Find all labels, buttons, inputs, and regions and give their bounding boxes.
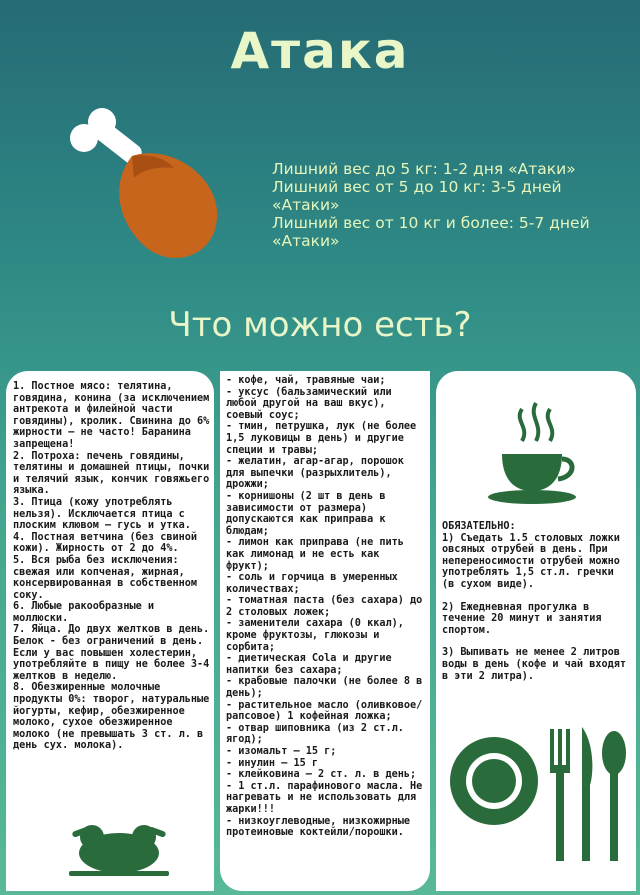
list-item: - крабовые палочки (не более 8 в день); bbox=[226, 676, 429, 700]
list-item: - отвар шиповника (из 2 ст.л. ягод); bbox=[226, 722, 411, 746]
section-subtitle: Что можно есть? bbox=[168, 305, 472, 345]
list-item: - клейковина — 2 ст. л. в день; bbox=[226, 769, 417, 781]
mandatory-panel bbox=[436, 371, 636, 891]
allowed-extras-panel bbox=[220, 371, 430, 891]
list-item: 3. Птица (кожу употреблять нельзя). Исключается птица с плоским клювом — гусь и утка. bbox=[13, 496, 191, 532]
page-title: Атака bbox=[230, 22, 410, 80]
list-item: - диетическая Cola и другие напитки без сахара; bbox=[226, 653, 398, 676]
allowed-foods-panel bbox=[6, 371, 214, 891]
list-item: - кофе, чай, травяные чаи; bbox=[226, 375, 386, 386]
weight-recommendations bbox=[272, 160, 634, 250]
list-item: 3) Выпивать не менее 2 литров воды в день (кофе и чай входят в эти 2 литра). bbox=[442, 647, 633, 682]
list-item: 1. Постное мясо: телятина, говядина, конина (за исключением антрекота и филейной части говядины), кролик. Свинина до 6% жирности — не часто! Баранина запрещена! bbox=[13, 381, 216, 450]
roast-chicken-icon bbox=[64, 815, 174, 877]
list-item: 1) Съедать 1.5 столовых ложки овсяных отрубей в день. При непереносимости отрубей можно употреблять 1,5 ст.л. гречки (в сухом виде). bbox=[442, 532, 627, 590]
list-item: 7. Яйца. До двух желтков в день. Белок - без ограничений в день. Если у вас повышен холестерин, употребляйте в пищу не более 3-4 желтков в неделю. bbox=[13, 624, 216, 682]
weight-line: Лишний вес до 5 кг: 1-2 дня «Атаки» bbox=[272, 160, 576, 178]
list-item: - изомальт — 15 г; bbox=[226, 746, 337, 757]
list-item: - томатная паста (без сахара) до 2 столовых ложек; bbox=[226, 595, 429, 618]
chicken-drumstick-icon bbox=[62, 108, 232, 268]
list-item: 2. Потроха: печень говядины, телятины и домашней птицы, почки и телячий язык, кончик говяжьего языка. bbox=[13, 450, 216, 497]
list-item: 4. Постная ветчина (без свиной кожи). Жирность от 2 до 4%. bbox=[13, 531, 204, 555]
list-item: 2) Ежедневная прогулка в течение 20 минут и занятия спортом. bbox=[442, 601, 608, 636]
list-item: - тмин, петрушка, лук (не более 1,5 луковицы в день) и другие специи и травы; bbox=[226, 421, 423, 456]
list-item: - желатин, агар-агар, порошок для выпечки (разрыхлитель), дрожжи; bbox=[226, 456, 411, 491]
weight-line: Лишний вес от 10 кг и более: 5-7 дней «Атаки» bbox=[272, 214, 590, 250]
plate-fork-knife-spoon-icon bbox=[444, 723, 634, 863]
list-item: - 1 ст.л. парафинового масла. Не нагревать и не использовать для жарки!!! bbox=[226, 780, 429, 815]
coffee-cup-icon bbox=[484, 399, 584, 509]
weight-line: Лишний вес от 5 до 10 кг: 3-5 дней «Атаки» bbox=[272, 178, 562, 214]
list-item: - лимон как приправа (не пить как лимонад и не есть как фрукт); bbox=[226, 537, 411, 572]
list-item: - растительное масло (оливковое/рапсовое) 1 кофейная ложка; bbox=[226, 699, 423, 723]
list-item: - уксус (бальзамический или любой другой на ваш вкус), соевый соус; bbox=[226, 386, 398, 421]
list-item: - инулин — 15 г bbox=[226, 757, 319, 769]
list-item: - корнишоны (2 шт в день в зависимости от размера) допускаются как приправа к блюдам; bbox=[226, 490, 392, 537]
list-item: - соль и горчица в умеренных количествах; bbox=[226, 572, 404, 595]
list-item: 6. Любые ракообразные и моллюски. bbox=[13, 601, 161, 624]
mandatory-heading: ОБЯЗАТЕЛЬНО: bbox=[442, 521, 516, 532]
list-item: - заменители сахара (0 ккал), кроме фруктозы, глюкозы и сорбита; bbox=[226, 618, 411, 653]
list-item: 5. Вся рыба без исключения: свежая или копченая, жирная, консервированная в собственном соку. bbox=[13, 554, 204, 601]
list-item: 8. Обезжиренные молочные продукты 0%: творог, натуральные йогурты, кефир, обезжиренное молоко, сухое обезжиренное молоко (не превышать 3 ст. л. в день сух. молока). bbox=[13, 682, 216, 752]
list-item: - низкоуглеводные, низкожирные протеиновые коктейли/порошки. bbox=[226, 815, 417, 839]
